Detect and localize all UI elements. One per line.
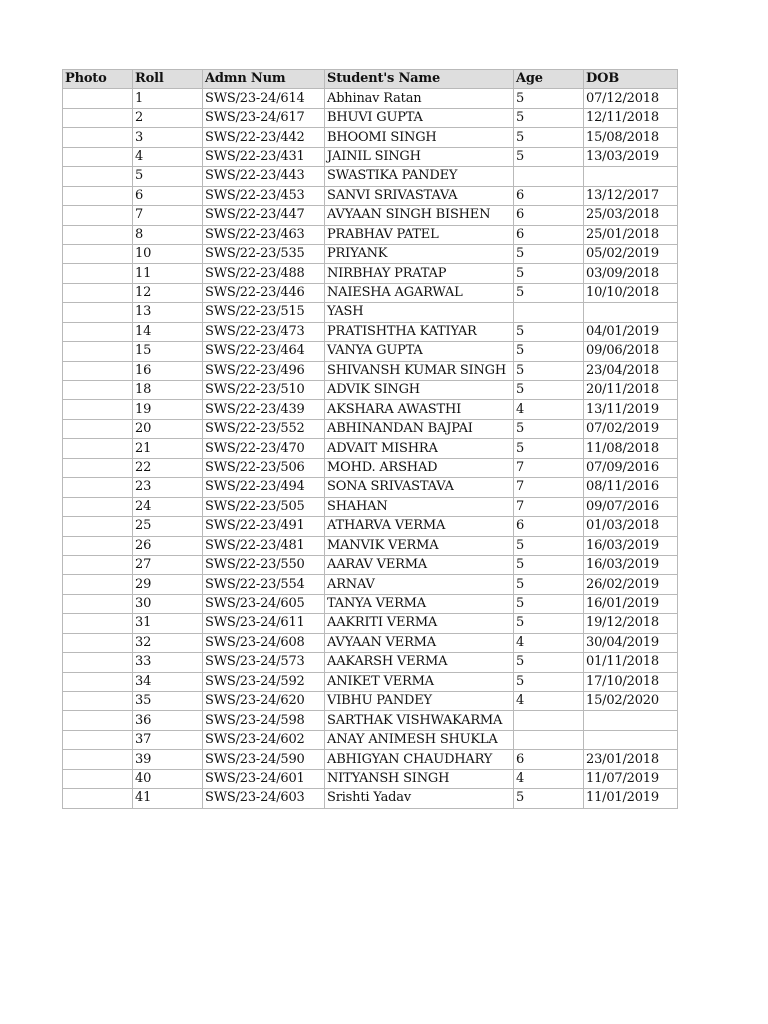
cell-roll: 39 — [133, 750, 203, 769]
cell-age: 5 — [514, 575, 584, 594]
cell-dob: 11/01/2019 — [584, 789, 678, 808]
cell-age: 4 — [514, 633, 584, 652]
cell-student-name: PRATISHTHA KATIYAR — [325, 322, 514, 341]
table-row — [63, 536, 678, 555]
cell-admn-num: SWS/22-23/515 — [203, 303, 325, 322]
cell-admn-num: SWS/22-23/446 — [203, 283, 325, 302]
cell-admn-num: SWS/22-23/431 — [203, 147, 325, 166]
cell-photo — [63, 381, 133, 400]
cell-admn-num: SWS/22-23/505 — [203, 497, 325, 516]
cell-admn-num: SWS/22-23/535 — [203, 244, 325, 263]
cell-student-name: ADVAIT MISHRA — [325, 439, 514, 458]
cell-roll: 4 — [133, 147, 203, 166]
table-row — [63, 789, 678, 808]
cell-age: 5 — [514, 789, 584, 808]
cell-dob: 08/11/2016 — [584, 478, 678, 497]
table-row — [63, 439, 678, 458]
cell-age — [514, 167, 584, 186]
cell-roll: 13 — [133, 303, 203, 322]
cell-dob: 16/03/2019 — [584, 536, 678, 555]
cell-admn-num: SWS/22-23/464 — [203, 342, 325, 361]
cell-admn-num: SWS/22-23/443 — [203, 167, 325, 186]
table-row — [63, 692, 678, 711]
table-row — [63, 653, 678, 672]
cell-dob: 03/09/2018 — [584, 264, 678, 283]
cell-photo — [63, 769, 133, 788]
table-row — [63, 633, 678, 652]
cell-student-name: AVYAAN VERMA — [325, 633, 514, 652]
cell-student-name: AVYAAN SINGH BISHEN — [325, 206, 514, 225]
cell-student-name: PRABHAV PATEL — [325, 225, 514, 244]
cell-roll: 35 — [133, 692, 203, 711]
cell-photo — [63, 575, 133, 594]
cell-photo — [63, 653, 133, 672]
cell-roll: 16 — [133, 361, 203, 380]
cell-student-name: MOHD. ARSHAD — [325, 458, 514, 477]
cell-photo — [63, 439, 133, 458]
cell-age: 5 — [514, 89, 584, 108]
cell-photo — [63, 244, 133, 263]
cell-photo — [63, 108, 133, 127]
table-row — [63, 303, 678, 322]
cell-admn-num: SWS/22-23/447 — [203, 206, 325, 225]
cell-age: 6 — [514, 186, 584, 205]
cell-roll: 29 — [133, 575, 203, 594]
cell-age: 5 — [514, 555, 584, 574]
cell-student-name: YASH — [325, 303, 514, 322]
cell-dob: 20/11/2018 — [584, 381, 678, 400]
cell-age: 6 — [514, 206, 584, 225]
cell-admn-num: SWS/22-23/491 — [203, 517, 325, 536]
cell-roll: 3 — [133, 128, 203, 147]
cell-student-name: ABHINANDAN BAJPAI — [325, 419, 514, 438]
cell-student-name: SANVI SRIVASTAVA — [325, 186, 514, 205]
cell-admn-num: SWS/23-24/617 — [203, 108, 325, 127]
cell-admn-num: SWS/23-24/608 — [203, 633, 325, 652]
cell-dob: 09/07/2016 — [584, 497, 678, 516]
cell-photo — [63, 303, 133, 322]
cell-dob: 17/10/2018 — [584, 672, 678, 691]
cell-photo — [63, 517, 133, 536]
cell-roll: 8 — [133, 225, 203, 244]
cell-age: 5 — [514, 322, 584, 341]
cell-student-name: ARNAV — [325, 575, 514, 594]
cell-photo — [63, 750, 133, 769]
cell-age: 7 — [514, 497, 584, 516]
cell-student-name: ANAY ANIMESH SHUKLA — [325, 730, 514, 749]
cell-student-name: ANIKET VERMA — [325, 672, 514, 691]
cell-student-name: ATHARVA VERMA — [325, 517, 514, 536]
table-row — [63, 167, 678, 186]
table-row — [63, 458, 678, 477]
cell-roll: 40 — [133, 769, 203, 788]
cell-admn-num: SWS/23-24/605 — [203, 594, 325, 613]
cell-student-name: VIBHU PANDEY — [325, 692, 514, 711]
cell-admn-num: SWS/22-23/481 — [203, 536, 325, 555]
cell-dob: 23/01/2018 — [584, 750, 678, 769]
table-row — [63, 361, 678, 380]
cell-roll: 14 — [133, 322, 203, 341]
cell-student-name: SHAHAN — [325, 497, 514, 516]
cell-photo — [63, 555, 133, 574]
cell-age: 4 — [514, 400, 584, 419]
cell-admn-num: SWS/23-24/620 — [203, 692, 325, 711]
header-admn-num: Admn Num — [203, 70, 325, 89]
cell-student-name: NITYANSH SINGH — [325, 769, 514, 788]
cell-admn-num: SWS/22-23/470 — [203, 439, 325, 458]
cell-roll: 1 — [133, 89, 203, 108]
cell-dob: 13/03/2019 — [584, 147, 678, 166]
table-row — [63, 614, 678, 633]
cell-admn-num: SWS/23-24/598 — [203, 711, 325, 730]
cell-photo — [63, 672, 133, 691]
cell-age: 5 — [514, 439, 584, 458]
cell-student-name: TANYA VERMA — [325, 594, 514, 613]
table-row — [63, 575, 678, 594]
cell-photo — [63, 322, 133, 341]
table-row — [63, 750, 678, 769]
cell-photo — [63, 594, 133, 613]
table-body — [63, 89, 678, 808]
cell-dob — [584, 711, 678, 730]
cell-dob: 05/02/2019 — [584, 244, 678, 263]
table-row — [63, 128, 678, 147]
cell-photo — [63, 264, 133, 283]
cell-admn-num: SWS/22-23/494 — [203, 478, 325, 497]
cell-roll: 25 — [133, 517, 203, 536]
table-row — [63, 342, 678, 361]
cell-admn-num: SWS/23-24/590 — [203, 750, 325, 769]
table-row — [63, 400, 678, 419]
cell-roll: 27 — [133, 555, 203, 574]
cell-dob: 07/02/2019 — [584, 419, 678, 438]
cell-age: 5 — [514, 536, 584, 555]
cell-dob: 25/01/2018 — [584, 225, 678, 244]
cell-age: 4 — [514, 692, 584, 711]
cell-age: 5 — [514, 283, 584, 302]
cell-photo — [63, 789, 133, 808]
cell-age: 7 — [514, 478, 584, 497]
cell-roll: 10 — [133, 244, 203, 263]
cell-roll: 19 — [133, 400, 203, 419]
cell-photo — [63, 692, 133, 711]
cell-student-name: ADVIK SINGH — [325, 381, 514, 400]
cell-student-name: Srishti Yadav — [325, 789, 514, 808]
cell-student-name: PRIYANK — [325, 244, 514, 263]
cell-roll: 5 — [133, 167, 203, 186]
cell-roll: 2 — [133, 108, 203, 127]
cell-dob — [584, 303, 678, 322]
cell-dob: 19/12/2018 — [584, 614, 678, 633]
cell-roll: 33 — [133, 653, 203, 672]
cell-admn-num: SWS/22-23/488 — [203, 264, 325, 283]
cell-dob: 25/03/2018 — [584, 206, 678, 225]
cell-dob: 23/04/2018 — [584, 361, 678, 380]
cell-admn-num: SWS/23-24/614 — [203, 89, 325, 108]
cell-age: 7 — [514, 458, 584, 477]
cell-admn-num: SWS/23-24/603 — [203, 789, 325, 808]
cell-roll: 22 — [133, 458, 203, 477]
table-row — [63, 206, 678, 225]
cell-dob: 04/01/2019 — [584, 322, 678, 341]
table-row — [63, 672, 678, 691]
table-row — [63, 147, 678, 166]
cell-student-name: VANYA GUPTA — [325, 342, 514, 361]
cell-dob: 15/08/2018 — [584, 128, 678, 147]
cell-dob: 11/07/2019 — [584, 769, 678, 788]
cell-roll: 32 — [133, 633, 203, 652]
cell-age: 5 — [514, 594, 584, 613]
table-row — [63, 478, 678, 497]
cell-photo — [63, 419, 133, 438]
cell-roll: 30 — [133, 594, 203, 613]
cell-photo — [63, 167, 133, 186]
cell-dob: 01/11/2018 — [584, 653, 678, 672]
cell-roll: 36 — [133, 711, 203, 730]
cell-dob: 01/03/2018 — [584, 517, 678, 536]
cell-admn-num: SWS/23-24/602 — [203, 730, 325, 749]
cell-student-name: AKSHARA AWASTHI — [325, 400, 514, 419]
cell-age: 5 — [514, 614, 584, 633]
table-row — [63, 186, 678, 205]
table-row — [63, 283, 678, 302]
cell-admn-num: SWS/22-23/442 — [203, 128, 325, 147]
cell-roll: 6 — [133, 186, 203, 205]
cell-admn-num: SWS/22-23/463 — [203, 225, 325, 244]
cell-age: 5 — [514, 653, 584, 672]
cell-photo — [63, 614, 133, 633]
cell-admn-num: SWS/23-24/601 — [203, 769, 325, 788]
cell-dob: 30/04/2019 — [584, 633, 678, 652]
cell-photo — [63, 730, 133, 749]
cell-age: 5 — [514, 361, 584, 380]
cell-age: 6 — [514, 225, 584, 244]
cell-photo — [63, 206, 133, 225]
cell-student-name: MANVIK VERMA — [325, 536, 514, 555]
header-roll: Roll — [133, 70, 203, 89]
header-age: Age — [514, 70, 584, 89]
cell-photo — [63, 633, 133, 652]
cell-age: 5 — [514, 147, 584, 166]
table-row — [63, 419, 678, 438]
cell-roll: 23 — [133, 478, 203, 497]
cell-roll: 41 — [133, 789, 203, 808]
header-photo: Photo — [63, 70, 133, 89]
cell-student-name: JAINIL SINGH — [325, 147, 514, 166]
cell-student-name: AAKRITI VERMA — [325, 614, 514, 633]
cell-dob: 16/01/2019 — [584, 594, 678, 613]
cell-age — [514, 303, 584, 322]
cell-age: 5 — [514, 672, 584, 691]
table-row — [63, 264, 678, 283]
cell-age — [514, 711, 584, 730]
cell-photo — [63, 536, 133, 555]
cell-age: 4 — [514, 769, 584, 788]
table-row — [63, 594, 678, 613]
cell-student-name: SARTHAK VISHWAKARMA — [325, 711, 514, 730]
cell-dob: 26/02/2019 — [584, 575, 678, 594]
cell-admn-num: SWS/22-23/510 — [203, 381, 325, 400]
table-row — [63, 497, 678, 516]
cell-dob: 13/11/2019 — [584, 400, 678, 419]
cell-age: 5 — [514, 244, 584, 263]
student-table — [62, 69, 678, 809]
cell-admn-num: SWS/22-23/496 — [203, 361, 325, 380]
cell-roll: 11 — [133, 264, 203, 283]
table-row — [63, 89, 678, 108]
table-header-row — [63, 70, 678, 89]
cell-student-name: BHOOMI SINGH — [325, 128, 514, 147]
cell-photo — [63, 361, 133, 380]
cell-roll: 15 — [133, 342, 203, 361]
header-dob: DOB — [584, 70, 678, 89]
cell-roll: 37 — [133, 730, 203, 749]
cell-photo — [63, 186, 133, 205]
cell-admn-num: SWS/22-23/473 — [203, 322, 325, 341]
cell-student-name: AARAV VERMA — [325, 555, 514, 574]
cell-student-name: BHUVI GUPTA — [325, 108, 514, 127]
cell-age: 5 — [514, 108, 584, 127]
cell-student-name: SHIVANSH KUMAR SINGH — [325, 361, 514, 380]
cell-admn-num: SWS/22-23/439 — [203, 400, 325, 419]
cell-age — [514, 730, 584, 749]
cell-student-name: NAIESHA AGARWAL — [325, 283, 514, 302]
cell-admn-num: SWS/22-23/552 — [203, 419, 325, 438]
cell-student-name: Abhinav Ratan — [325, 89, 514, 108]
cell-photo — [63, 400, 133, 419]
table-row — [63, 108, 678, 127]
cell-roll: 12 — [133, 283, 203, 302]
cell-roll: 7 — [133, 206, 203, 225]
cell-admn-num: SWS/23-24/573 — [203, 653, 325, 672]
table-row — [63, 225, 678, 244]
cell-admn-num: SWS/22-23/550 — [203, 555, 325, 574]
cell-photo — [63, 225, 133, 244]
cell-age: 6 — [514, 517, 584, 536]
cell-age: 5 — [514, 419, 584, 438]
cell-student-name: AAKARSH VERMA — [325, 653, 514, 672]
cell-age: 5 — [514, 264, 584, 283]
cell-student-name: SONA SRIVASTAVA — [325, 478, 514, 497]
cell-dob: 10/10/2018 — [584, 283, 678, 302]
cell-photo — [63, 147, 133, 166]
cell-dob: 07/09/2016 — [584, 458, 678, 477]
cell-photo — [63, 89, 133, 108]
cell-photo — [63, 283, 133, 302]
cell-admn-num: SWS/23-24/611 — [203, 614, 325, 633]
table-row — [63, 730, 678, 749]
table-row — [63, 769, 678, 788]
table-row — [63, 322, 678, 341]
cell-dob: 11/08/2018 — [584, 439, 678, 458]
cell-age: 5 — [514, 128, 584, 147]
table-row — [63, 711, 678, 730]
cell-roll: 18 — [133, 381, 203, 400]
table-row — [63, 555, 678, 574]
cell-age: 5 — [514, 381, 584, 400]
cell-age: 5 — [514, 342, 584, 361]
cell-roll: 34 — [133, 672, 203, 691]
cell-photo — [63, 497, 133, 516]
cell-student-name: ABHIGYAN CHAUDHARY — [325, 750, 514, 769]
table-row — [63, 517, 678, 536]
table-row — [63, 381, 678, 400]
cell-roll: 24 — [133, 497, 203, 516]
cell-admn-num: SWS/22-23/506 — [203, 458, 325, 477]
cell-photo — [63, 711, 133, 730]
header-student-name: Student's Name — [325, 70, 514, 89]
cell-photo — [63, 342, 133, 361]
cell-roll: 21 — [133, 439, 203, 458]
cell-dob: 16/03/2019 — [584, 555, 678, 574]
cell-admn-num: SWS/22-23/554 — [203, 575, 325, 594]
cell-admn-num: SWS/23-24/592 — [203, 672, 325, 691]
cell-photo — [63, 478, 133, 497]
cell-age: 6 — [514, 750, 584, 769]
cell-photo — [63, 128, 133, 147]
cell-photo — [63, 458, 133, 477]
table-row — [63, 244, 678, 263]
cell-roll: 31 — [133, 614, 203, 633]
cell-admn-num: SWS/22-23/453 — [203, 186, 325, 205]
cell-roll: 26 — [133, 536, 203, 555]
cell-dob — [584, 167, 678, 186]
cell-dob: 15/02/2020 — [584, 692, 678, 711]
cell-student-name: NIRBHAY PRATAP — [325, 264, 514, 283]
cell-student-name: SWASTIKA PANDEY — [325, 167, 514, 186]
student-list-sheet — [62, 69, 677, 809]
cell-dob: 07/12/2018 — [584, 89, 678, 108]
cell-dob — [584, 730, 678, 749]
cell-dob: 09/06/2018 — [584, 342, 678, 361]
cell-dob: 13/12/2017 — [584, 186, 678, 205]
cell-dob: 12/11/2018 — [584, 108, 678, 127]
cell-roll: 20 — [133, 419, 203, 438]
